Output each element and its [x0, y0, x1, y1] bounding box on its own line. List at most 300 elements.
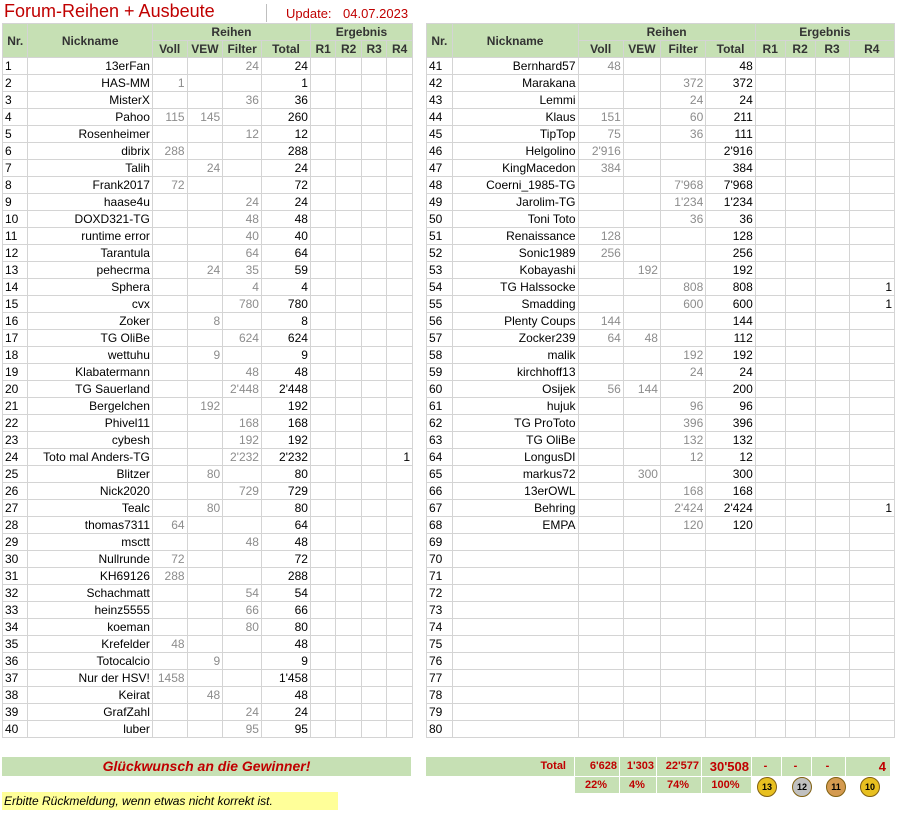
cell-nr: 14: [3, 279, 28, 296]
cell-filter: [660, 687, 705, 704]
cell-vew: [623, 211, 660, 228]
cell-r4: [387, 670, 413, 687]
cell-nick: Nick2020: [28, 483, 152, 500]
cell-r1: [755, 568, 785, 585]
cell-nr: 27: [3, 500, 28, 517]
cell-nick: TipTop: [452, 126, 578, 143]
cell-nick: TG ProToto: [452, 415, 578, 432]
cell-voll: [578, 636, 623, 653]
table-row: [427, 670, 895, 687]
cell-voll: [578, 517, 623, 534]
cell-nr: 38: [3, 687, 28, 704]
cell-vew: [187, 75, 223, 92]
cell-total: [706, 653, 755, 670]
cell-r3: [361, 211, 386, 228]
cell-r1: [310, 653, 335, 670]
cell-vew: [623, 449, 660, 466]
cell-filter: [660, 670, 705, 687]
cell-nr: 24: [3, 449, 28, 466]
cell-r3: [361, 687, 386, 704]
cell-filter: [660, 466, 705, 483]
cell-vew: [623, 194, 660, 211]
cell-nr: 43: [427, 92, 453, 109]
cell-filter: 808: [660, 279, 705, 296]
table-row: [427, 211, 895, 228]
table-row: [427, 534, 895, 551]
cell-nr: 70: [427, 551, 453, 568]
cell-filter: [660, 330, 705, 347]
table-row: [3, 449, 413, 466]
cell-voll: 115: [152, 109, 187, 126]
cell-filter: 780: [223, 296, 262, 313]
cell-r1: [310, 432, 335, 449]
cell-r3: [361, 398, 386, 415]
cell-nr: 12: [3, 245, 28, 262]
cell-nr: 34: [3, 619, 28, 636]
cell-r2: [336, 636, 361, 653]
cell-nick: [452, 568, 578, 585]
cell-r4: [387, 143, 413, 160]
table-row: [3, 262, 413, 279]
cell-r2: [336, 585, 361, 602]
cell-total: 120: [706, 517, 755, 534]
cell-vew: [623, 160, 660, 177]
cell-r3: [361, 517, 386, 534]
cell-vew: 300: [623, 466, 660, 483]
cell-r2: [785, 313, 815, 330]
cell-r4: [387, 381, 413, 398]
total-r2: -: [782, 757, 811, 776]
cell-nick: Tarantula: [28, 245, 152, 262]
cell-nr: 20: [3, 381, 28, 398]
cell-r1: [755, 585, 785, 602]
cell-vew: [187, 432, 223, 449]
cell-total: [706, 687, 755, 704]
cell-r2: [336, 228, 361, 245]
cell-r2: [785, 670, 815, 687]
cell-r1: [755, 619, 785, 636]
cell-vew: [623, 347, 660, 364]
cell-vew: [187, 245, 223, 262]
cell-r4: [387, 636, 413, 653]
cell-r4: [387, 160, 413, 177]
table-row: [427, 262, 895, 279]
cell-r3: [361, 109, 386, 126]
cell-r2: [336, 619, 361, 636]
cell-nr: 41: [427, 58, 453, 75]
cell-voll: [578, 500, 623, 517]
table-row: [427, 721, 895, 738]
cell-filter: 60: [660, 109, 705, 126]
cell-filter: [660, 551, 705, 568]
cell-r4: [387, 653, 413, 670]
cell-r4: [849, 109, 894, 126]
cell-nick: [452, 704, 578, 721]
cell-filter: 66: [223, 602, 262, 619]
table-row: [3, 517, 413, 534]
table-row: [427, 619, 895, 636]
table-row: [427, 126, 895, 143]
total-r1: -: [752, 757, 781, 776]
cell-voll: [578, 483, 623, 500]
cell-vew: [187, 364, 223, 381]
cell-vew: 192: [623, 262, 660, 279]
cell-r1: [310, 449, 335, 466]
cell-nr: 53: [427, 262, 453, 279]
cell-r1: [755, 160, 785, 177]
cell-r4: [849, 585, 894, 602]
cell-filter: [223, 109, 262, 126]
cell-nr: 4: [3, 109, 28, 126]
cell-r3: [815, 585, 849, 602]
cell-nr: 80: [427, 721, 453, 738]
cell-nick: Schachmatt: [28, 585, 152, 602]
cell-voll: [152, 228, 187, 245]
cell-nick: Nullrunde: [28, 551, 152, 568]
cell-vew: [187, 619, 223, 636]
cell-r3: [815, 568, 849, 585]
cell-r4: [387, 415, 413, 432]
cell-total: [706, 585, 755, 602]
cell-r3: [361, 636, 386, 653]
cell-r3: [815, 228, 849, 245]
cell-total: 384: [706, 160, 755, 177]
table-row: [3, 483, 413, 500]
cell-filter: [223, 500, 262, 517]
cell-voll: [152, 398, 187, 415]
cell-total: 144: [706, 313, 755, 330]
cell-r1: [310, 228, 335, 245]
cell-r1: [755, 500, 785, 517]
cell-total: [706, 721, 755, 738]
cell-voll: 1458: [152, 670, 187, 687]
cell-nr: 58: [427, 347, 453, 364]
cell-vew: [623, 653, 660, 670]
cell-nick: TG OliBe: [28, 330, 152, 347]
cell-voll: [578, 432, 623, 449]
cell-r1: [310, 670, 335, 687]
cell-filter: 600: [660, 296, 705, 313]
table-row: [427, 347, 895, 364]
table-row: [427, 92, 895, 109]
cell-r1: [310, 245, 335, 262]
cell-r4: [849, 704, 894, 721]
cell-vew: 24: [187, 262, 223, 279]
cell-nick: Sonic1989: [452, 245, 578, 262]
cell-vew: [623, 58, 660, 75]
cell-nick: markus72: [452, 466, 578, 483]
cell-r1: [755, 517, 785, 534]
pct-voll: 22%: [575, 777, 619, 793]
cell-vew: [187, 534, 223, 551]
cell-r1: [310, 619, 335, 636]
cell-nr: 36: [3, 653, 28, 670]
cell-r3: [815, 483, 849, 500]
cell-nick: 13erOWL: [452, 483, 578, 500]
cell-total: 168: [706, 483, 755, 500]
cell-r2: [336, 483, 361, 500]
cell-vew: [187, 449, 223, 466]
cell-r4: [387, 585, 413, 602]
cell-vew: [623, 551, 660, 568]
cell-r1: [755, 602, 785, 619]
table-row: [3, 551, 413, 568]
cell-total: 624: [261, 330, 310, 347]
table-row: [3, 347, 413, 364]
cell-filter: [660, 568, 705, 585]
cell-total: 24: [706, 92, 755, 109]
cell-r4: [849, 432, 894, 449]
cell-nr: 11: [3, 228, 28, 245]
cell-vew: [623, 602, 660, 619]
cell-total: 24: [261, 704, 310, 721]
table-row: [3, 398, 413, 415]
cell-r4: 1: [849, 279, 894, 296]
cell-total: 396: [706, 415, 755, 432]
cell-nr: 55: [427, 296, 453, 313]
cell-r4: [849, 449, 894, 466]
cell-vew: [187, 721, 223, 738]
cell-r4: [387, 211, 413, 228]
cell-filter: [660, 160, 705, 177]
cell-total: 300: [706, 466, 755, 483]
cell-total: 36: [706, 211, 755, 228]
cell-filter: 36: [660, 211, 705, 228]
cell-nr: 67: [427, 500, 453, 517]
cell-r1: [310, 177, 335, 194]
table-row: [427, 58, 895, 75]
cell-r4: [387, 194, 413, 211]
cell-nr: 30: [3, 551, 28, 568]
table-row: [427, 636, 895, 653]
cell-r2: [336, 177, 361, 194]
cell-r4: [849, 262, 894, 279]
table-row: [3, 228, 413, 245]
col-total: Total: [706, 41, 755, 58]
cell-voll: [152, 449, 187, 466]
cell-r3: [815, 364, 849, 381]
col-vew: VEW: [623, 41, 660, 58]
table-row: [3, 585, 413, 602]
cell-vew: [623, 415, 660, 432]
cell-r3: [815, 262, 849, 279]
cell-filter: [223, 143, 262, 160]
cell-vew: [623, 670, 660, 687]
cell-r2: [336, 279, 361, 296]
cell-filter: 24: [223, 58, 262, 75]
cell-r4: 1: [849, 296, 894, 313]
cell-nr: 74: [427, 619, 453, 636]
cell-r4: [387, 704, 413, 721]
cell-r4: 1: [387, 449, 413, 466]
cell-nick: TG Sauerland: [28, 381, 152, 398]
cell-voll: 48: [152, 636, 187, 653]
cell-filter: 624: [223, 330, 262, 347]
cell-r3: [815, 500, 849, 517]
cell-total: 72: [261, 551, 310, 568]
cell-vew: [623, 279, 660, 296]
cell-total: 168: [261, 415, 310, 432]
cell-r1: [755, 432, 785, 449]
cell-r1: [755, 296, 785, 313]
cell-filter: [223, 517, 262, 534]
cell-filter: [660, 313, 705, 330]
cell-r4: [387, 296, 413, 313]
col-nickname: Nickname: [28, 24, 152, 58]
cell-vew: 9: [187, 347, 223, 364]
cell-vew: [187, 279, 223, 296]
cell-r1: [755, 687, 785, 704]
cell-nick: malik: [452, 347, 578, 364]
cell-r1: [755, 670, 785, 687]
cell-r4: [849, 58, 894, 75]
cell-r2: [336, 143, 361, 160]
cell-nick: kirchhoff13: [452, 364, 578, 381]
cell-nick: Toto mal Anders-TG: [28, 449, 152, 466]
table-row: [3, 279, 413, 296]
cell-voll: [152, 500, 187, 517]
cell-r3: [815, 704, 849, 721]
cell-vew: [187, 194, 223, 211]
cell-nick: Zocker239: [452, 330, 578, 347]
cell-total: [706, 619, 755, 636]
cell-r3: [815, 245, 849, 262]
cell-nr: 62: [427, 415, 453, 432]
cell-total: 192: [706, 347, 755, 364]
cell-r3: [361, 313, 386, 330]
cell-vew: [187, 330, 223, 347]
cell-filter: 24: [660, 364, 705, 381]
cell-voll: [578, 687, 623, 704]
cell-r2: [785, 245, 815, 262]
cell-nr: 2: [3, 75, 28, 92]
cell-r2: [785, 160, 815, 177]
cell-r4: [387, 687, 413, 704]
table-row: [427, 194, 895, 211]
col-group-ergebnis: Ergebnis: [755, 24, 894, 41]
cell-vew: 145: [187, 109, 223, 126]
cell-total: 200: [706, 381, 755, 398]
cell-filter: [223, 347, 262, 364]
cell-vew: [187, 415, 223, 432]
cell-voll: [578, 653, 623, 670]
cell-total: 372: [706, 75, 755, 92]
cell-r1: [310, 636, 335, 653]
cell-voll: 128: [578, 228, 623, 245]
cell-r1: [310, 211, 335, 228]
cell-nr: 65: [427, 466, 453, 483]
cell-voll: [152, 313, 187, 330]
cell-nr: 40: [3, 721, 28, 738]
cell-r3: [361, 347, 386, 364]
cell-r3: [815, 143, 849, 160]
cell-nick: 13erFan: [28, 58, 152, 75]
cell-r2: [336, 75, 361, 92]
cell-nick: Phivel11: [28, 415, 152, 432]
cell-r1: [310, 704, 335, 721]
cell-voll: [578, 721, 623, 738]
cell-r2: [785, 687, 815, 704]
cell-filter: 2'232: [223, 449, 262, 466]
cell-nr: 37: [3, 670, 28, 687]
cell-voll: [152, 619, 187, 636]
table-row: [427, 177, 895, 194]
cell-r1: [755, 109, 785, 126]
cell-r4: [849, 75, 894, 92]
cell-nick: Klaus: [452, 109, 578, 126]
cell-voll: 56: [578, 381, 623, 398]
table-row: [3, 330, 413, 347]
cell-vew: [623, 636, 660, 653]
cell-vew: [623, 619, 660, 636]
cell-voll: 288: [152, 568, 187, 585]
cell-r2: [336, 211, 361, 228]
cell-total: [706, 670, 755, 687]
cell-vew: 9: [187, 653, 223, 670]
cell-r3: [361, 58, 386, 75]
cell-total: 288: [261, 143, 310, 160]
cell-nr: 35: [3, 636, 28, 653]
table-row: [427, 500, 895, 517]
cell-nr: 28: [3, 517, 28, 534]
cell-nick: Behring: [452, 500, 578, 517]
cell-r3: [815, 347, 849, 364]
cell-r1: [755, 534, 785, 551]
cell-vew: [187, 636, 223, 653]
table-row: [3, 177, 413, 194]
cell-nick: [452, 534, 578, 551]
cell-filter: 168: [223, 415, 262, 432]
cell-r1: [310, 466, 335, 483]
cell-total: 96: [706, 398, 755, 415]
cell-filter: [660, 381, 705, 398]
cell-r3: [815, 449, 849, 466]
cell-filter: 192: [660, 347, 705, 364]
cell-voll: [152, 160, 187, 177]
cell-nr: 73: [427, 602, 453, 619]
header-separator: [266, 4, 267, 22]
cell-voll: [578, 568, 623, 585]
cell-vew: [187, 670, 223, 687]
cell-filter: [660, 585, 705, 602]
cell-vew: [623, 92, 660, 109]
col-vew: VEW: [187, 41, 223, 58]
cell-vew: [623, 296, 660, 313]
table-row: [427, 483, 895, 500]
cell-voll: [578, 619, 623, 636]
cell-filter: 24: [223, 194, 262, 211]
cell-r1: [755, 245, 785, 262]
cell-nr: 59: [427, 364, 453, 381]
cell-filter: [223, 636, 262, 653]
cell-nr: 56: [427, 313, 453, 330]
cell-total: 9: [261, 347, 310, 364]
table-row: [427, 602, 895, 619]
cell-voll: 144: [578, 313, 623, 330]
cell-nick: KH69126: [28, 568, 152, 585]
cell-r3: [815, 602, 849, 619]
cell-vew: [187, 177, 223, 194]
cell-r3: [815, 398, 849, 415]
cell-voll: 384: [578, 160, 623, 177]
cell-r4: [387, 109, 413, 126]
cell-r3: [361, 279, 386, 296]
cell-r3: [815, 194, 849, 211]
cell-nick: [452, 602, 578, 619]
cell-r4: [387, 177, 413, 194]
cell-nick: wettuhu: [28, 347, 152, 364]
cell-r2: [785, 704, 815, 721]
